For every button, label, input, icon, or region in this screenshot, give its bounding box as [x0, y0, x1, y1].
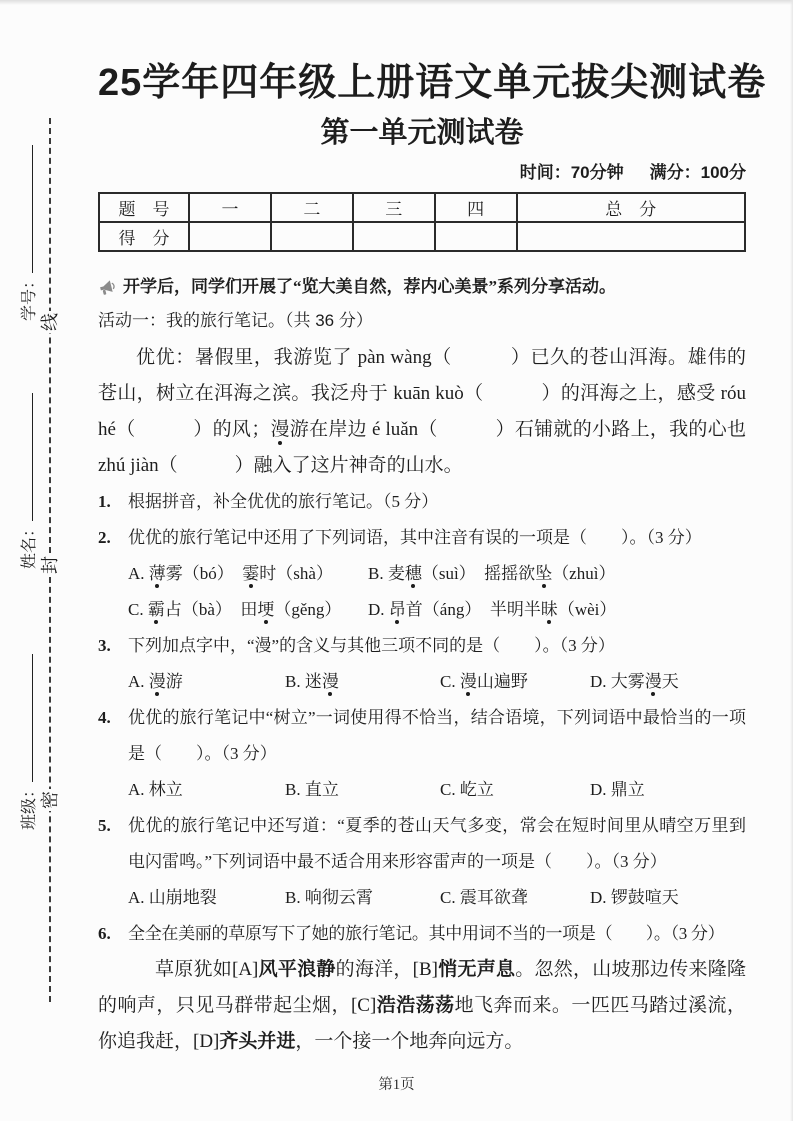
score-cell-empty	[517, 222, 745, 251]
question-6	[98, 916, 746, 952]
question-3-number: 3.	[98, 636, 111, 655]
class-blank-line	[32, 654, 33, 782]
announcement-text: 开学后，同学们开展了“览大美自然，荐内心美景”系列分享活动。	[123, 277, 616, 296]
announcement-row	[98, 274, 746, 300]
question-4-number: 4.	[98, 708, 111, 727]
question-3-option-c: C. 漫山遍野	[440, 672, 528, 691]
question-2-option-a: A. 薄雾（bó） 霎时（shà）	[128, 564, 333, 583]
question-2-options-row-2	[98, 592, 746, 628]
question-2-option-c: C. 霸占（bà） 田埂（gěng）	[128, 600, 342, 619]
question-4-option-d: D. 鼎立	[590, 780, 645, 799]
question-6-text: 全全在美丽的草原写下了她的旅行笔记。其中用词不当的一项是（ ）。（3 分）	[128, 924, 725, 943]
question-4	[98, 700, 746, 772]
question-2-option-d: D. 昂首（áng） 半明半昧（wèi）	[368, 600, 617, 619]
question-4-text: 优优的旅行笔记中“树立”一词使用得不恰当，结合语境，下列词语中最恰当的一项是（ ）。（3 分）	[128, 708, 746, 763]
student-id-field	[16, 145, 38, 321]
grassland-passage: 草原犹如[A]风平浪静的海洋，[B]悄无声息。忽然，山坡那边传来隆隆的响声，只见马群带起尘烟，[C]浩浩荡荡地飞奔而来。一匹匹马踏过溪流，你追我赶，[D]齐头并进，一个接一个地奔向远方。	[98, 959, 746, 1052]
seal-char-line: 线	[40, 313, 60, 331]
page-footer: 第1页	[378, 1077, 415, 1093]
megaphone-icon	[98, 278, 117, 297]
student-id-blank-line	[32, 145, 33, 273]
question-1	[98, 484, 746, 520]
question-5-text: 优优的旅行笔记中还写道：“夏季的苍山天气多变，常会在短时间里从晴空万里到电闪雷鸣。”下列词语中最不适合用来形容雷声的一项是（ ）。（3 分）	[128, 816, 746, 871]
score-table-header-row	[99, 193, 745, 222]
question-5-number: 5.	[98, 816, 111, 835]
question-2-option-b: B. 麦穗（suì） 摇摇欲坠（zhuì）	[368, 564, 616, 583]
score-header-cell: 一	[189, 193, 271, 222]
name-label: 姓名：	[20, 520, 38, 569]
full-score: 满分：100分	[649, 163, 746, 182]
question-4-options-row	[98, 772, 746, 808]
question-3-option-a: A. 漫游	[128, 672, 183, 691]
question-4-option-c: C. 屹立	[440, 780, 494, 799]
score-header-cell: 二	[271, 193, 353, 222]
question-3-option-d: D. 大雾漫天	[590, 672, 679, 691]
score-cell-empty	[435, 222, 517, 251]
question-2-text: 优优的旅行笔记中还用了下列词语，其中注音有误的一项是（ ）。（3 分）	[128, 528, 702, 547]
question-1-number: 1.	[98, 492, 111, 511]
question-3-option-b: B. 迷漫	[285, 672, 339, 691]
question-5-option-b: B. 响彻云霄	[285, 888, 373, 907]
question-3	[98, 628, 746, 664]
question-2	[98, 520, 746, 556]
question-5	[98, 808, 746, 880]
class-label: 班级：	[20, 781, 38, 830]
page-subtitle: 第一单元测试卷	[320, 117, 524, 149]
seal-char-feng: 封	[40, 556, 60, 574]
name-field	[16, 393, 38, 569]
student-id-label: 学号：	[20, 272, 38, 321]
score-header-cell: 四	[435, 193, 517, 222]
question-4-option-b: B. 直立	[285, 780, 339, 799]
score-cell-empty	[353, 222, 435, 251]
question-4-option-a: A. 林立	[128, 780, 183, 799]
question-3-text: 下列加点字中，“漫”的含义与其他三项不同的是（ ）。（3 分）	[128, 636, 615, 655]
question-6-number: 6.	[98, 924, 111, 943]
question-5-options-row	[98, 880, 746, 916]
score-row-label: 得 分	[99, 222, 189, 251]
exam-meta	[98, 162, 746, 184]
question-2-options-row-1	[98, 556, 746, 592]
travel-notes-passage: 优优：暑假里，我游览了 pàn wàng（ ）已久的苍山洱海。雄伟的苍山，树立在洱海之滨。我泛舟于 kuān kuò（ ）的洱海之上，感受 róu hé（ ）的风；漫游在岸边 é luǎn（ ）石铺就的小路上，我的心也 zhú jiàn（ ）融入了这片神奇的山水。	[98, 347, 746, 476]
score-table	[98, 192, 746, 252]
question-5-option-a: A. 山崩地裂	[128, 888, 217, 907]
score-cell-empty	[189, 222, 271, 251]
page-title: 25学年四年级上册语文单元拔尖测试卷	[98, 62, 767, 104]
score-table-score-row	[99, 222, 745, 251]
seal-char-mi: 密	[40, 791, 60, 809]
question-2-number: 2.	[98, 528, 111, 547]
question-1-text: 根据拼音，补全优优的旅行笔记。（5 分）	[128, 492, 439, 511]
question-5-option-c: C. 震耳欲聋	[440, 888, 528, 907]
main-content	[98, 0, 767, 1060]
class-field	[16, 654, 38, 830]
score-cell-empty	[271, 222, 353, 251]
score-header-cell: 三	[353, 193, 435, 222]
question-3-options-row	[98, 664, 746, 700]
time-limit: 时间：70分钟	[519, 163, 624, 182]
question-5-option-d: D. 锣鼓喧天	[590, 888, 679, 907]
score-header-cell: 题 号	[99, 193, 189, 222]
score-header-cell: 总 分	[517, 193, 745, 222]
activity-title: 活动一：我的旅行笔记。（共 36 分）	[98, 311, 373, 330]
name-blank-line	[32, 393, 33, 521]
